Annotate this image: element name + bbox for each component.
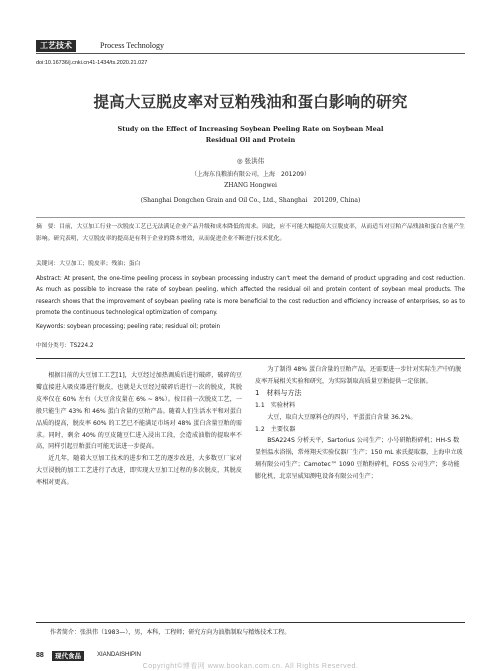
author-en: ZHANG Hongwei [224, 182, 277, 189]
keywords-cn: 关键词：大豆加工；脱皮率；残油；蛋白 [36, 261, 141, 267]
paragraph: 根据目前的大豆加工工艺[1]，大豆经过加热调质后进行破碎，破碎的豆瓣直接进入吸皮器进行脱皮，也就是大豆经过破碎后进行一次的脱皮，其脱皮率仅在 60% 左右（大豆含皮量在 6% ~ 8%）。按目前一次脱皮工艺，一般只能生产 43% 和 46% 蛋白含量的豆粕产品。随着人们生活水平和对蛋白品质的提高，脱皮率 60% 的工艺已不能满足市场对 48% 蛋白含量豆粕的需求。同时，剩余 40% 的豆皮随豆仁进入浸出工段，会造成油脂的提取率不高，同样引起豆粕蛋白可能无法进一步提高。 [36, 372, 242, 451]
abstract-rule [36, 217, 465, 218]
affiliation-en: (Shanghai Dongchen Grain and Oil Co., Ltd., Shanghai 201209, China) [140, 197, 361, 204]
body-right-column [255, 364, 465, 483]
title-en-line2: Residual Oil and Protein [205, 136, 296, 144]
title-en [36, 124, 465, 146]
abstract-cn: 摘 要：目前，大豆加工行业一次脱皮工艺已无法满足企业产品升级和成本降低的需求。因此，应不可能大幅提高大豆脱皮率，从而适当对豆粕产品残油和蛋白含量产生影响。研究表明，大豆脱皮率的提高是有利于企业的降本增效，从而促进企业不断进行技术优化。 [36, 224, 465, 242]
keywords-en: Keywords: soybean processing; peeling rate; residual oil; protein [36, 324, 221, 330]
paragraph: BSA224S 分析天平，Sartorius 公司生产；小号研粕粉碎机；HH-S 数显恒温水浴锅，常州翔天实验仪器厂生产；150 mL 索氏提取器，上海申立玻璃有限公司生产；Camotec™ 1090 豆粕粉碎机，FOSS 公司生产；多功能膨化机，北京呈威知测电设备有限公司生产； [255, 437, 463, 481]
subsection-heading: 1.2 主要仪器 [255, 425, 296, 433]
paragraph: 为了制得 48% 蛋白含量的豆粕产品，还需要进一步针对实际生产中的脱皮率开展相关实验和研究，为实际制取高质量豆粕提供一定依据。 [255, 366, 462, 385]
affiliation-cn: （上海东良粮油有限公司，上海 201209） [191, 171, 310, 178]
journal-badge: 现代食品 [52, 651, 84, 661]
paragraph: 近几年，随着大豆加工技术的进步和工艺的逐步改进，大多数豆厂家对大豆浸脱的加工工艺进行了改进，即实现大豆加工过程的多次脱皮，其脱皮率相对更高。 [36, 455, 242, 487]
section-name: Process Technology [100, 41, 164, 50]
section-badge: 工艺技术 [36, 40, 76, 52]
page-number: 88 [36, 652, 44, 659]
body-left-column [36, 370, 242, 489]
doi[interactable]: doi:10.16736/j.cnki.cn41-1434/ts.2020.21.027 [36, 60, 148, 66]
clc-number: 中图分类号：TS224.2 [36, 343, 94, 349]
author-line: ◎ 张洪伟 [236, 157, 265, 165]
subsection-heading: 1.1 实验材料 [255, 401, 296, 409]
author-note: 作者简介：张洪伟（1983—），男，本科，工程师；研究方向为油脂制取与精炼技术工程。 [50, 629, 291, 636]
title-en-line1: Study on the Effect of Increasing Soybean Peeling Rate on Soybean Meal [117, 125, 384, 133]
title-cn: 提高大豆脱皮率对豆粕残油和蛋白影响的研究 [93, 93, 408, 111]
abstract-en: Abstract: At present, the one-time peeling process in soybean processing industry can't meet the demand of product upgrading and cost reduction. As much as possible to increase the rate of soybean peeling, which affected the residual oil and protein content of soybean meal products. The research shows that the improvement of soybean peeling rate is more beneficial to the cost reduction and efficiency increase of enterprises, so as to promote the continuous technological optimization of company. [36, 276, 465, 316]
section-heading: 1 材料与方法 [255, 388, 302, 397]
journal-name: XIANDAISHIPIN [97, 652, 142, 658]
body-rule [36, 358, 465, 359]
paragraph: 大豆，取自大豆原料仓的四号，平蛋蛋白含量 36.2%。 [267, 413, 417, 421]
footnote-rule [36, 622, 465, 623]
copyright-watermark: Copyright©博看网 www.bookan.com.cn. All Rights Reserved. [142, 663, 359, 670]
header-rule [36, 53, 465, 54]
